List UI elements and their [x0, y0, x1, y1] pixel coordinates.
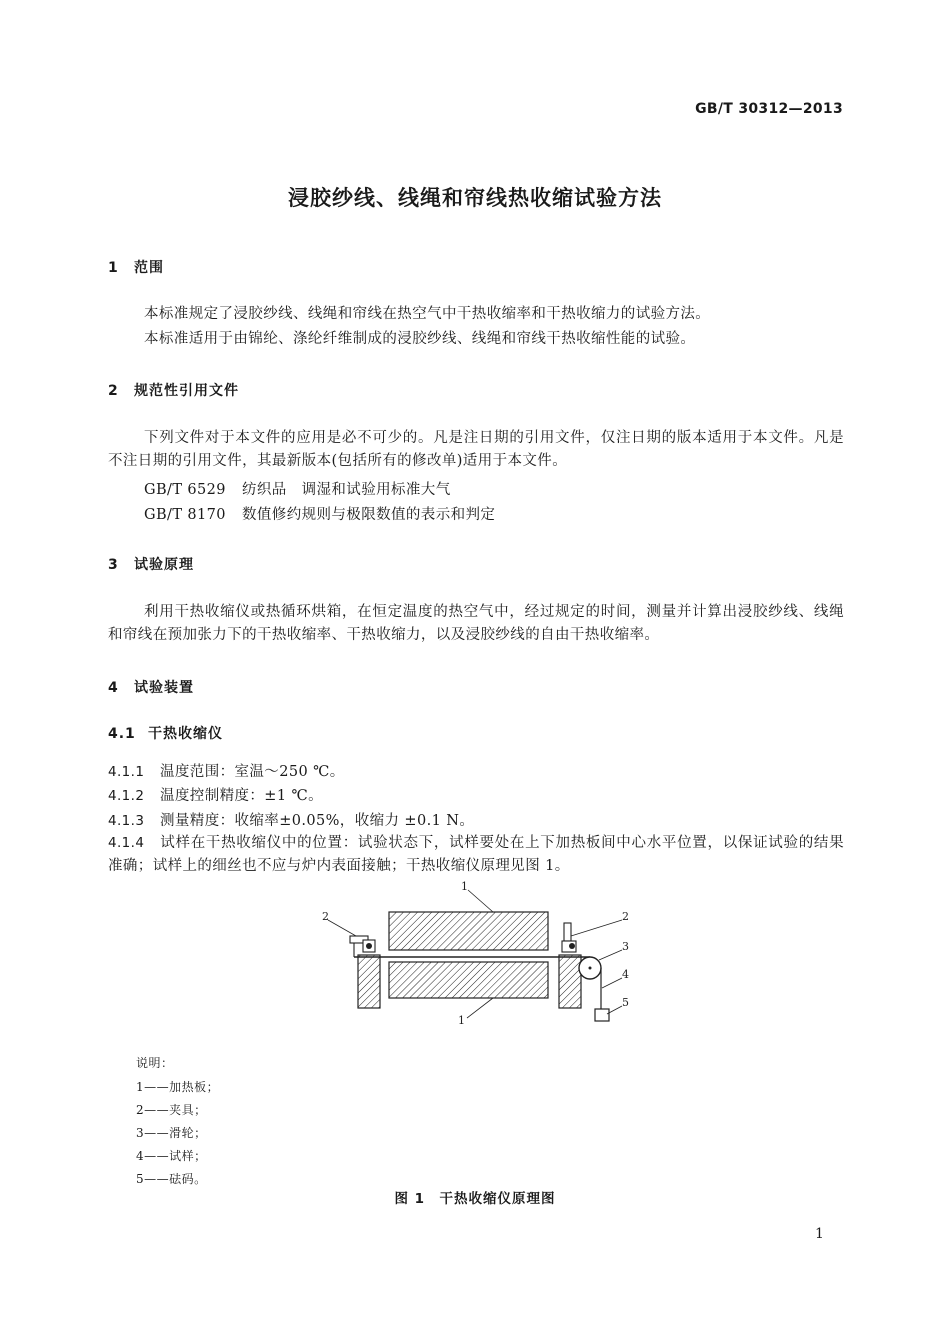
reference-code: GB/T 8170 — [144, 507, 226, 523]
subsection-title: 干热收缩仪 — [148, 726, 223, 742]
figure-1-diagram — [310, 878, 640, 1028]
legend-item: 1——加热板； — [136, 1080, 220, 1094]
section-1-paragraph-1: 本标准规定了浸胶纱线、线绳和帘线在热空气中干热收缩率和干热收缩力的试验方法。 — [144, 306, 711, 322]
subsection-number: 4.1 — [108, 726, 136, 742]
section-3-heading — [108, 554, 194, 574]
reference-title: 数值修约规则与极限数值的表示和判定 — [242, 507, 496, 523]
callout-label: 1 — [458, 1014, 465, 1027]
lower-heating-plate — [389, 962, 548, 998]
right-support-wall — [559, 955, 581, 1008]
clause-number: 4.1.1 — [108, 764, 145, 780]
callout-label: 3 — [622, 940, 629, 953]
page-number: 1 — [815, 1226, 824, 1242]
left-support-wall — [358, 955, 380, 1008]
reference-item — [144, 478, 451, 499]
clause-text: 温度控制精度：±1 ℃。 — [160, 788, 324, 804]
clause-4-1-1 — [108, 760, 345, 781]
section-2-paragraph-1: 下列文件对于本文件的应用是必不可少的。凡是注日期的引用文件，仅注日期的版本适用于本文件。凡是不注日期的引用文件，其最新版本(包括所有的修改单)适用于本文件。 — [108, 430, 844, 469]
callout-label: 5 — [622, 996, 629, 1009]
reference-title: 纺织品 调湿和试验用标准大气 — [242, 482, 451, 498]
section-title: 试验原理 — [134, 557, 194, 573]
section-title: 试验装置 — [134, 680, 194, 696]
section-3-paragraph-1: 利用干热收缩仪或热循环烘箱，在恒定温度的热空气中，经过规定的时间，测量并计算出浸胶纱线、线绳和帘线在预加张力下的干热收缩率、干热收缩力，以及浸胶纱线的自由干热收缩率。 — [108, 604, 844, 643]
clause-number: 4.1.2 — [108, 788, 145, 804]
right-clamp — [562, 923, 576, 952]
figure-caption: 图 1 干热收缩仪原理图 — [394, 1191, 556, 1207]
clause-4-1-3 — [108, 809, 474, 830]
callout-label: 2 — [322, 910, 329, 923]
clause-4-1-2 — [108, 784, 323, 805]
clause-4-1-4 — [108, 832, 844, 878]
clause-text: 试样在干热收缩仪中的位置：试验状态下，试样要处在上下加热板间中心水平位置，以保证试验的结果准确；试样上的细丝也不应与炉内表面接触；干热收缩仪原理见图 1。 — [108, 835, 844, 874]
section-number: 3 — [108, 557, 119, 573]
section-4-heading — [108, 677, 194, 697]
section-1-paragraph-2: 本标准适用于由锦纶、涤纶纤维制成的浸胶纱线、线绳和帘线干热收缩性能的试验。 — [144, 331, 696, 347]
section-number: 4 — [108, 680, 119, 696]
weight — [595, 1009, 609, 1021]
reference-item — [144, 503, 495, 524]
section-number: 1 — [108, 260, 119, 276]
left-clamp — [350, 936, 375, 957]
section-1-heading — [108, 257, 164, 277]
legend-item: 3——滑轮； — [136, 1126, 207, 1140]
subsection-4-1-heading — [108, 723, 223, 743]
section-number: 2 — [108, 383, 119, 399]
legend-item: 5——砝码。 — [136, 1172, 207, 1186]
legend-item: 4——试样； — [136, 1149, 207, 1163]
clause-number: 4.1.4 — [108, 835, 145, 851]
standard-code: GB/T 30312—2013 — [695, 101, 843, 117]
section-title: 规范性引用文件 — [134, 383, 239, 399]
callout-label: 2 — [622, 910, 629, 923]
upper-heating-plate — [389, 912, 548, 950]
document-title: 浸胶纱线、线绳和帘线热收缩试验方法 — [288, 186, 662, 210]
section-2-heading — [108, 380, 239, 400]
section-title: 范围 — [134, 260, 164, 276]
legend-title: 说明： — [136, 1056, 174, 1070]
legend-item: 2——夹具； — [136, 1103, 207, 1117]
callout-label: 1 — [461, 880, 468, 893]
clause-number: 4.1.3 — [108, 813, 145, 829]
reference-code: GB/T 6529 — [144, 482, 226, 498]
clause-text: 温度范围：室温～250 ℃。 — [160, 764, 345, 780]
clause-text: 测量精度：收缩率±0.05%，收缩力 ±0.1 N。 — [160, 813, 475, 829]
callout-label: 4 — [622, 968, 629, 981]
